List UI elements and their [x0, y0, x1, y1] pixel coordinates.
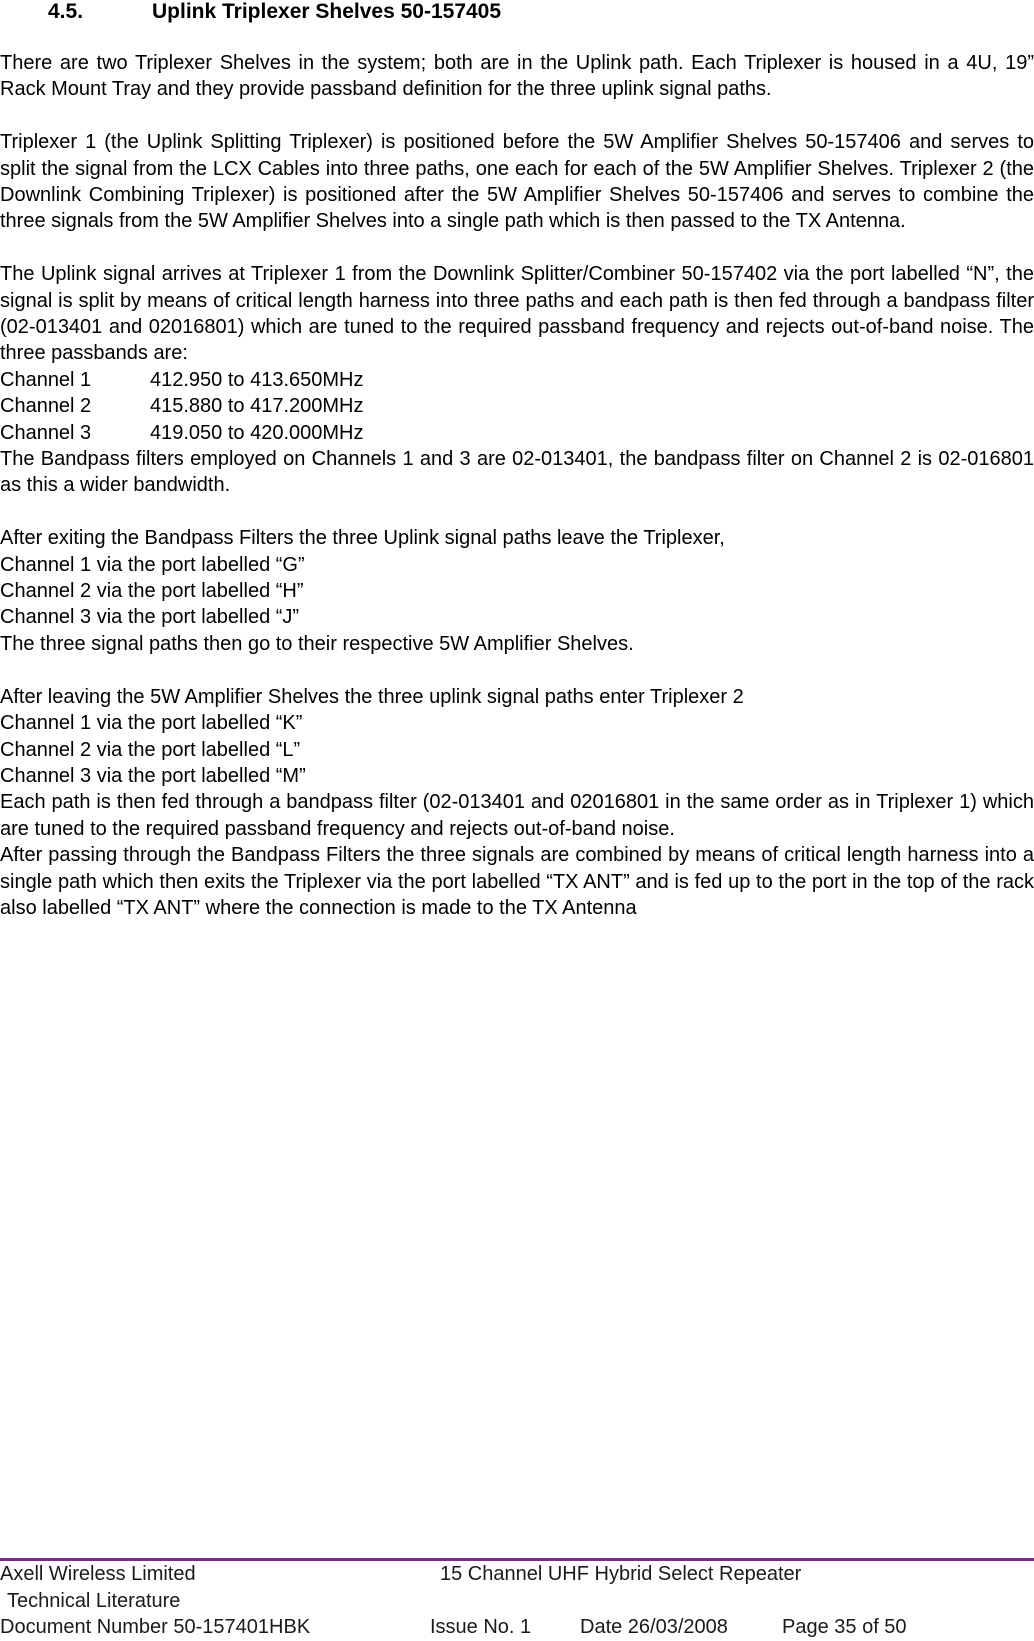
port-line: Channel 2 via the port labelled “L” [0, 738, 301, 761]
paragraph-3-tail: The Bandpass filters employed on Channels 1 and 3 are 02-013401, the bandpass filter on Channel 2 is 02-016801 as this a wider bandwidth. [0, 448, 1034, 497]
channel-range: 412.950 to 413.650MHz [150, 368, 364, 391]
paragraph-5-intro: After leaving the 5W Amplifier Shelves the three uplink signal paths enter Triplexer 2 [0, 685, 744, 708]
channel-range: 415.880 to 417.200MHz [150, 395, 364, 418]
channel-name: Channel 2 [0, 395, 92, 418]
channel-row [0, 367, 1034, 393]
paragraph-4-intro: After exiting the Bandpass Filters the three Uplink signal paths leave the Triplexer, [0, 527, 725, 550]
footer-row [0, 1561, 1034, 1588]
paragraph-4-tail: The three signal paths then go to their respective 5W Amplifier Shelves. [0, 632, 634, 655]
channel-row [0, 393, 1034, 419]
footer-company: Axell Wireless Limited [0, 1563, 196, 1585]
section-number: 4.5. [48, 0, 84, 23]
footer-page: Page 35 of 50 [782, 1616, 907, 1638]
section-heading [48, 0, 501, 24]
paragraph-5-tail-1: Each path is then fed through a bandpass filter (02-013401 and 02016801 in the same order as in Triplexer 1) which are tuned to the required passband frequency and rejects out-of-band noise. [0, 791, 1034, 840]
port-line: Channel 2 via the port labelled “H” [0, 580, 304, 603]
footer-product: 15 Channel UHF Hybrid Select Repeater [440, 1563, 802, 1585]
port-line: Channel 1 via the port labelled “G” [0, 553, 305, 576]
channel-name: Channel 3 [0, 421, 92, 444]
paragraph-4-block [0, 525, 1034, 657]
paragraph-5-tail-2: After passing through the Bandpass Filters the three signals are combined by means of critical length harness into a single path which then exits the Triplexer via the port labelled “TX ANT” and is fed up to the port in the top of the rack also labelled “TX ANT” where the connection is made to the TX Antenna [0, 844, 1034, 919]
paragraph-3-block [0, 261, 1034, 499]
port-line: Channel 3 via the port labelled “J” [0, 606, 300, 629]
body-text [0, 50, 1034, 948]
section-title: Uplink Triplexer Shelves 50-157405 [152, 0, 502, 23]
paragraph-5-block [0, 684, 1034, 922]
footer-literature: Technical Literature [7, 1589, 181, 1612]
paragraph-1: There are two Triplexer Shelves in the system; both are in the Uplink path. Each Triplexer is housed in a 4U, 19” Rack Mount Tray and they provide passband definition for the three uplink signal paths. [0, 52, 1034, 101]
page-footer [0, 1561, 1034, 1641]
footer-date: Date 26/03/2008 [580, 1616, 728, 1638]
paragraph-2: Triplexer 1 (the Uplink Splitting Triplexer) is positioned before the 5W Amplifier Shelves 50-157406 and serves to split the signal from the LCX Cables into three paths, one each for each of the 5W Amplifier Shelves. Triplexer 2 (the Downlink Combining Triplexer) is positioned after the 5W Amplifier Shelves 50-157406 and serves to combine the three signals from the 5W Amplifier Shelves into a single path which is then passed to the TX Antenna. [0, 131, 1034, 233]
footer-issue: Issue No. 1 [430, 1616, 532, 1638]
channel-row [0, 420, 1034, 446]
footer-row [0, 1588, 1034, 1615]
footer-doc-number: Document Number 50-157401HBK [0, 1616, 311, 1638]
port-line: Channel 3 via the port labelled “M” [0, 764, 306, 787]
channel-range: 419.050 to 420.000MHz [150, 421, 364, 444]
channel-name: Channel 1 [0, 368, 92, 391]
paragraph-3: The Uplink signal arrives at Triplexer 1 from the Downlink Splitter/Combiner 50-157402 via the port labelled “N”, the signal is split by means of critical length harness into three paths and each path is then fed through a bandpass filter (02-013401 and 02016801) which are tuned to the required passband frequency and rejects out-of-band noise. The three passbands are: [0, 263, 1034, 365]
port-line: Channel 1 via the port labelled “K” [0, 712, 303, 735]
